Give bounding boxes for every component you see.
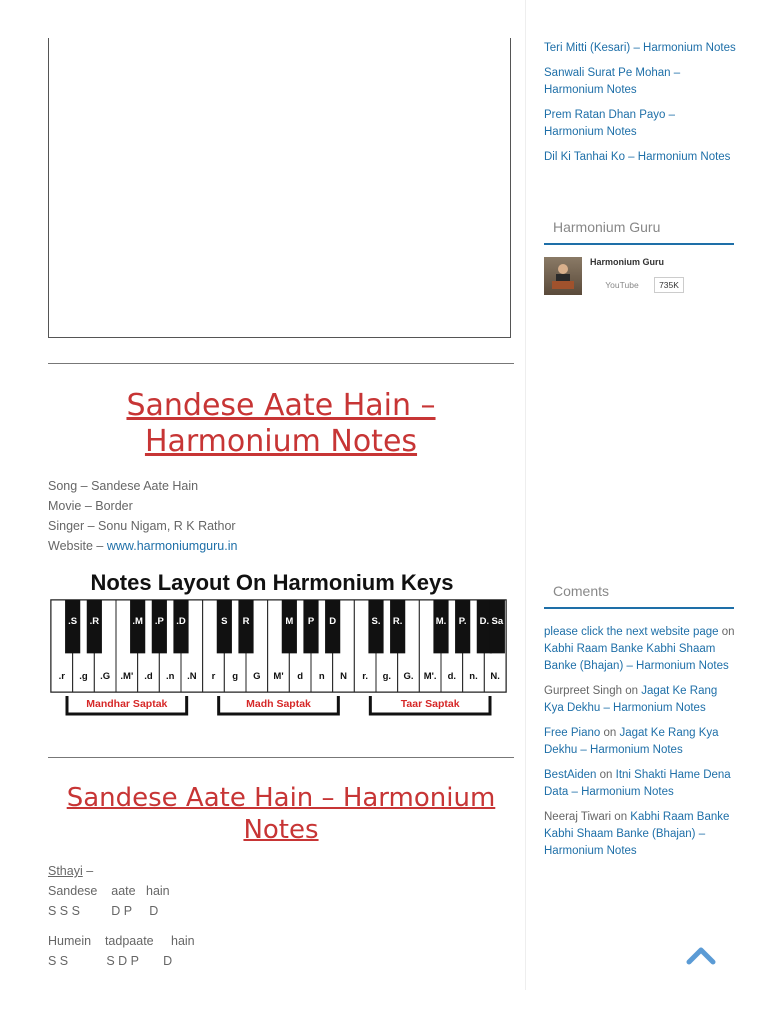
black-key-label: .R: [89, 616, 100, 627]
subscriber-count: 735K: [654, 277, 684, 293]
black-key-label: .D: [176, 616, 186, 627]
black-key-label: .S: [68, 616, 78, 627]
white-key-label: n: [318, 671, 325, 682]
white-key-label: N: [340, 671, 347, 682]
black-key-label: D.: [479, 616, 490, 627]
comment-post-link[interactable]: Jagat Ke Rang Kya Dekhu – Harmonium Notes: [544, 727, 719, 756]
white-key-label: M'.: [423, 671, 437, 682]
youtube-subscribe-button[interactable]: YouTube: [605, 280, 639, 290]
white-key-label: n.: [469, 671, 478, 682]
comment-post-link[interactable]: Kabhi Raam Banke Kabhi Shaam Banke (Bhajan) – Harmonium Notes: [544, 811, 730, 857]
notes-line: S S S D P D: [48, 904, 159, 918]
saptak-label: Taar Saptak: [400, 698, 460, 710]
black-key-label: .M: [132, 616, 143, 627]
youtube-widget: [544, 257, 734, 297]
white-key-label: r: [211, 671, 216, 682]
singer-line: Singer – Sonu Nigam, R K Rathor: [48, 519, 236, 533]
comment-item: [544, 725, 736, 759]
comment-author-link[interactable]: BestAiden: [544, 769, 597, 781]
recent-post-link[interactable]: Teri Mitti (Kesari) – Harmonium Notes: [544, 42, 736, 54]
post-title-2: [48, 782, 514, 846]
saptak-label: Madh Saptak: [246, 698, 311, 710]
black-key-label: D: [329, 616, 337, 627]
movie-line: Movie – Border: [48, 499, 133, 513]
black-key-label: R.: [392, 616, 403, 627]
comment-item: [544, 683, 736, 717]
comment-on: on: [600, 727, 620, 739]
recent-post-link[interactable]: Sanwali Surat Pe Mohan – Harmonium Notes: [544, 67, 681, 96]
harmonium-keys-figure: [48, 566, 514, 724]
black-key-label: .P: [154, 616, 164, 627]
widget-title-comments: Coments: [544, 583, 734, 609]
black-key-label: M: [285, 616, 294, 627]
channel-name[interactable]: Harmonium Guru: [590, 257, 665, 267]
black-key-label: S: [221, 616, 228, 627]
white-key-label: d.: [447, 671, 457, 682]
chevron-up-icon[interactable]: [686, 944, 716, 966]
comment-author: Neeraj Tiwari: [544, 811, 612, 823]
embedded-video[interactable]: [48, 38, 511, 338]
website-label: Website –: [48, 539, 107, 553]
white-key-label: G.: [403, 671, 414, 682]
channel-avatar[interactable]: [544, 257, 582, 295]
lyric-line: Humein tadpaate hain: [48, 934, 195, 948]
white-key-label: .N: [187, 671, 197, 682]
sthayi-dash: –: [82, 864, 94, 878]
sidebar: [525, 0, 736, 990]
white-key-label: .M': [120, 671, 134, 682]
recent-comments: [544, 624, 736, 868]
white-key-label: .g: [79, 671, 88, 682]
website-link[interactable]: www.harmoniumguru.in: [106, 539, 238, 553]
white-key-label: M': [273, 671, 284, 682]
widget-title-harmonium-guru: Harmonium Guru: [544, 219, 734, 245]
black-key-label: M.: [435, 616, 447, 627]
comment-author: Gurpreet Singh: [544, 685, 622, 697]
saptak-label: Mandhar Saptak: [86, 698, 168, 710]
black-key-label: Sa: [491, 616, 504, 627]
white-key-label: .r: [58, 671, 66, 682]
figure-title: Notes Layout On Harmonium Keys: [90, 570, 454, 595]
comment-on: on: [622, 685, 642, 697]
black-key-label: P: [307, 616, 315, 627]
comment-post-link[interactable]: Kabhi Raam Banke Kabhi Shaam Banke (Bhajan) – Harmonium Notes: [544, 643, 729, 672]
comment-on: on: [611, 811, 631, 823]
comment-on: on: [596, 769, 616, 781]
comment-post-link[interactable]: Jagat Ke Rang Kya Dekhu – Harmonium Notes: [544, 685, 718, 714]
black-key-label: R: [242, 616, 250, 627]
comment-author-link[interactable]: Free Piano: [544, 727, 601, 739]
divider: [48, 757, 514, 758]
white-key-label: g: [232, 671, 239, 682]
comment-on: on: [718, 626, 735, 638]
post-title-2-link[interactable]: Sandese Aate Hain – Harmonium Notes: [66, 783, 496, 845]
post-title: [48, 388, 514, 460]
recent-post-link[interactable]: Prem Ratan Dhan Payo – Harmonium Notes: [544, 109, 676, 138]
post-title-link[interactable]: Sandese Aate Hain – Harmonium Notes: [126, 388, 436, 459]
white-key-label: G: [253, 671, 261, 682]
recent-post-link[interactable]: Dil Ki Tanhai Ko – Harmonium Notes: [544, 151, 731, 163]
white-key-label: N.: [490, 671, 500, 682]
divider: [48, 363, 514, 364]
black-key-label: P.: [458, 616, 467, 627]
song-meta: [48, 476, 237, 556]
website-line: [48, 536, 237, 556]
comment-item: [544, 624, 736, 675]
song-line: Song – Sandese Aate Hain: [48, 479, 199, 493]
white-key-label: d: [297, 671, 304, 682]
black-key-label: S.: [371, 616, 381, 627]
comment-author-link[interactable]: please click the next website page: [544, 626, 719, 638]
white-key-label: g.: [382, 671, 392, 682]
white-key-label: r.: [362, 671, 369, 682]
notes-line: S S S D P D: [48, 954, 173, 968]
comment-item: [544, 767, 736, 801]
white-key-label: .G: [100, 671, 111, 682]
lyric-line: Sandese aate hain: [48, 884, 170, 898]
white-key-label: .n: [165, 671, 175, 682]
sthayi-heading: [48, 861, 195, 881]
white-key-label: .d: [144, 671, 153, 682]
comment-post-link[interactable]: Itni Shakti Hame Dena Data – Harmonium Notes: [544, 769, 731, 798]
sthayi-label: Sthayi: [48, 864, 83, 878]
comment-item: [544, 809, 736, 860]
lyrics-block: [48, 861, 195, 971]
recent-posts: [544, 40, 736, 174]
